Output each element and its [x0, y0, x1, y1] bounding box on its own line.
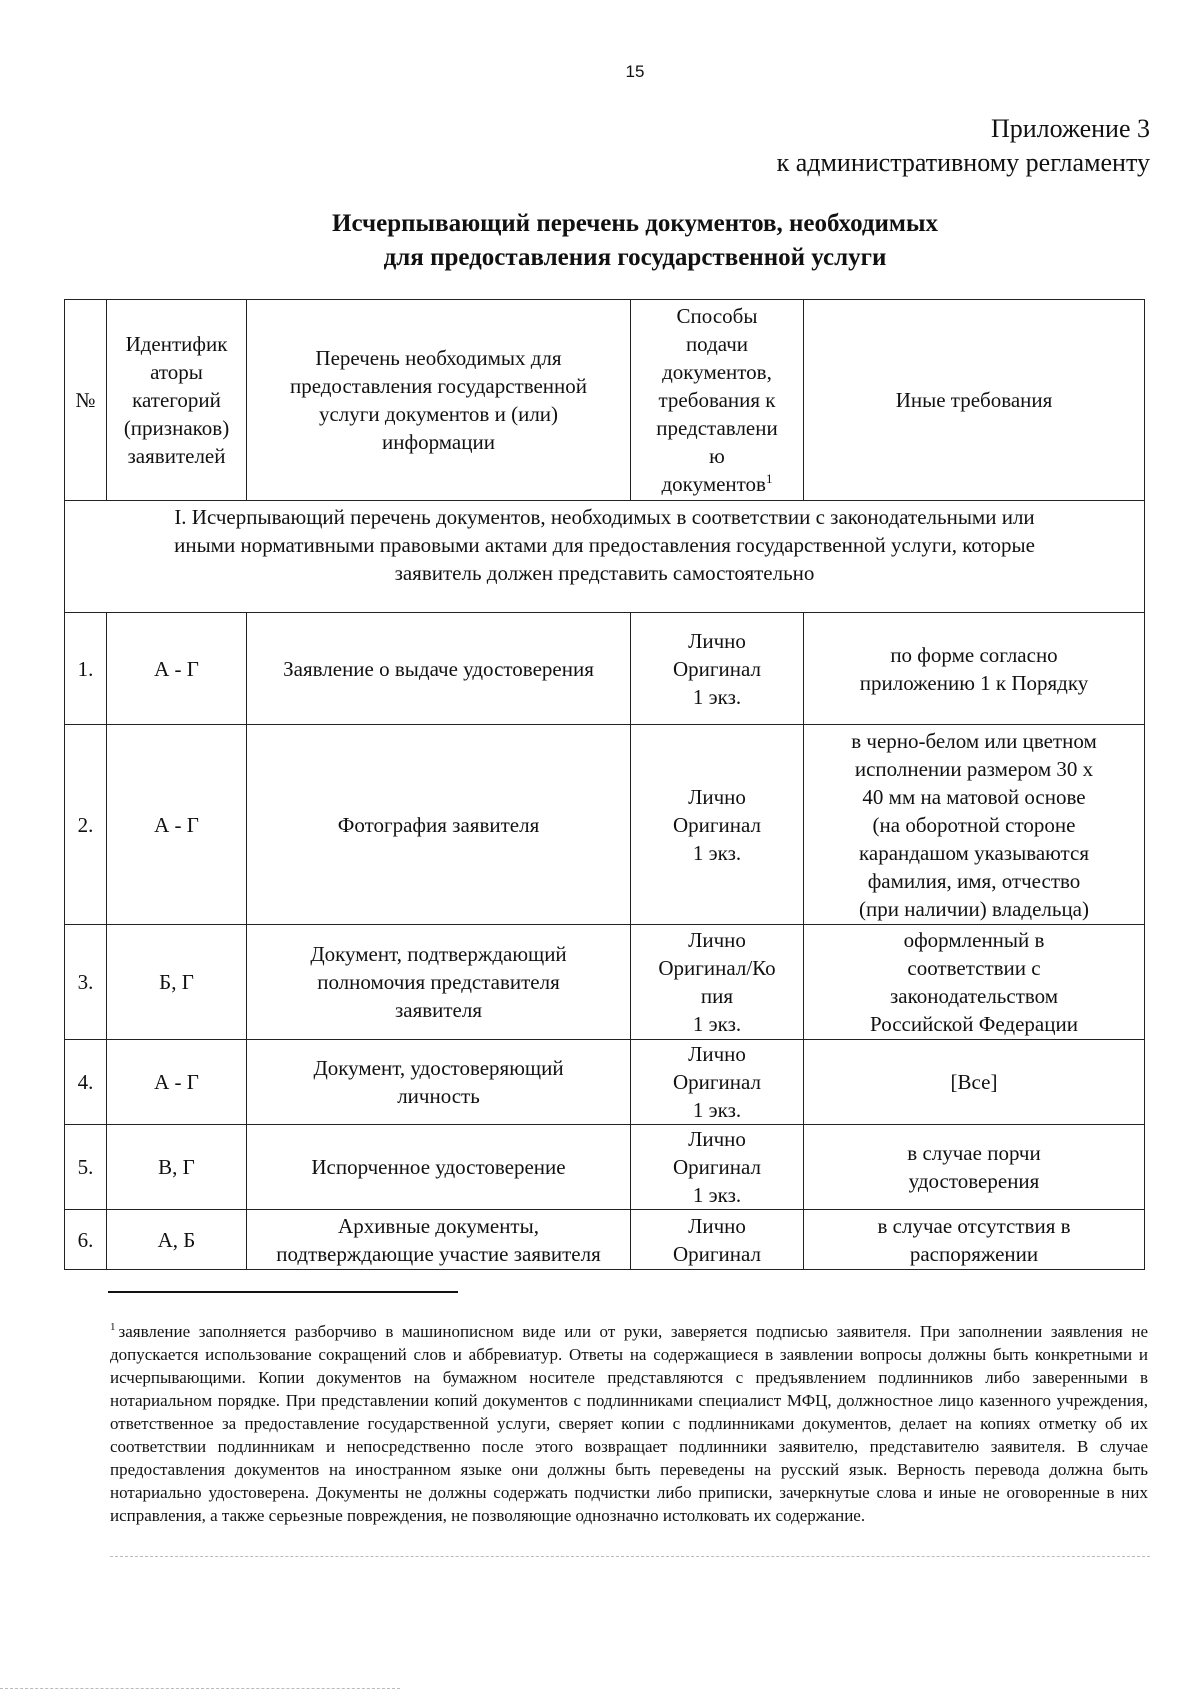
row-categories: Б, Г — [107, 925, 247, 1040]
table-row — [65, 725, 1145, 925]
row-document: Документ, удостоверяющий личность — [247, 1040, 631, 1125]
appendix-line-2: к административному регламенту — [776, 148, 1150, 177]
row-submission: Лично Оригинал 1 экз. — [631, 613, 804, 725]
row-categories: А - Г — [107, 613, 247, 725]
row-num: 2. — [65, 725, 107, 925]
table-row — [65, 1125, 1145, 1210]
row-other: [Все] — [804, 1040, 1145, 1125]
header-applicant-categories: Идентифик аторы категорий (признаков) заявителей — [107, 300, 247, 501]
documents-table — [64, 299, 1145, 1270]
appendix-heading — [777, 112, 1150, 180]
row-num: 3. — [65, 925, 107, 1040]
row-submission: Лично Оригинал 1 экз. — [631, 1125, 804, 1210]
row-document: Архивные документы, подтверждающие участие заявителя — [247, 1210, 631, 1270]
footnote-separator — [108, 1291, 458, 1293]
row-categories: А - Г — [107, 1040, 247, 1125]
row-other: оформленный в соответствии с законодательством Российской Федерации — [804, 925, 1145, 1040]
row-num: 5. — [65, 1125, 107, 1210]
row-num: 4. — [65, 1040, 107, 1125]
row-categories: А, Б — [107, 1210, 247, 1270]
section-row — [65, 501, 1145, 613]
row-categories: В, Г — [107, 1125, 247, 1210]
footnote — [110, 1320, 1148, 1527]
table-header-row — [65, 300, 1145, 501]
row-num: 1. — [65, 613, 107, 725]
document-title-line-1: Исчерпывающий перечень документов, необходимых — [332, 210, 938, 237]
section-title: I. Исчерпывающий перечень документов, необходимых в соответствии с законодательными или иными нормативными правовыми актами для предоставления государственной услуги, которые заявитель должен представить самостоятельно — [65, 501, 1145, 613]
row-submission: Лично Оригинал — [631, 1210, 804, 1270]
row-document: Фотография заявителя — [247, 725, 631, 925]
row-submission: Лично Оригинал 1 экз. — [631, 725, 804, 925]
document-title-line-2: для предоставления государственной услуги — [383, 244, 887, 271]
appendix-line-1: Приложение 3 — [990, 114, 1150, 143]
footnote-reference: 1 — [765, 471, 773, 486]
row-other: в черно-белом или цветном исполнении размером 30 х 40 мм на матовой основе (на оборотной стороне карандашом указываются фамилия, имя, отчество (при наличии) владельца) — [804, 725, 1145, 925]
scan-artifact-line — [0, 1688, 400, 1690]
header-submission-methods: Способы подачи документов, требования к представлени ю документов$^1$ — [631, 300, 804, 501]
page-number: 15 — [625, 62, 645, 81]
header-num: № — [65, 300, 107, 501]
row-other: в случае отсутствия в распоряжении — [804, 1210, 1145, 1270]
row-document: Документ, подтверждающий полномочия представителя заявителя — [247, 925, 631, 1040]
row-document: Испорченное удостоверение — [247, 1125, 631, 1210]
header-other-requirements: Иные требования — [804, 300, 1145, 501]
table-row — [65, 925, 1145, 1040]
header-documents-list: Перечень необходимых для предоставления государственной услуги документов и (или) информации — [247, 300, 631, 501]
row-categories: А - Г — [107, 725, 247, 925]
row-other: по форме согласно приложению 1 к Порядку — [804, 613, 1145, 725]
table-row — [65, 1210, 1145, 1270]
footnote-text: заявление заполняется разборчиво в машинописном виде или от руки, заверяется подписью заявителя. При заполнении заявления не допускается использование сокращений слов и аббревиатур. Ответы на содержащиеся в заявлении вопросы должны быть конкретными и исчерпывающими. Копии документов на бумажном носителе представляются с предъявлением подлинников либо заверенными в нотариальном порядке. При представлении копий документов с подлинниками специалист МФЦ, должностное лицо казенного учреждения, ответственное за предоставление государственной услуги, сверяет копии с подлинниками документов, делает на копиях отметку об их соответствии подлинникам и непосредственно после этого возвращает подлинники заявителю, представителю заявителя. В случае предоставления документов на иностранном языке они должны быть переведены на русский язык. Верность перевода должна быть нотариально удостоверена. Документы не должны содержать подчистки либо приписки, зачеркнутые слова и иные не оговоренные в них исправления, а также серьезные повреждения, не позволяющие однозначно истолковать их содержание. — [110, 1322, 1148, 1525]
table-row — [65, 613, 1145, 725]
row-num: 6. — [65, 1210, 107, 1270]
row-other: в случае порчи удостоверения — [804, 1125, 1145, 1210]
table-row — [65, 1040, 1145, 1125]
document-title — [0, 207, 1200, 275]
row-submission: Лично Оригинал 1 экз. — [631, 1040, 804, 1125]
footnote-mark: 1 — [110, 1321, 116, 1334]
row-document: Заявление о выдаче удостоверения — [247, 613, 631, 725]
scan-artifact-line — [110, 1556, 1150, 1558]
row-submission: Лично Оригинал/Ко пия 1 экз. — [631, 925, 804, 1040]
